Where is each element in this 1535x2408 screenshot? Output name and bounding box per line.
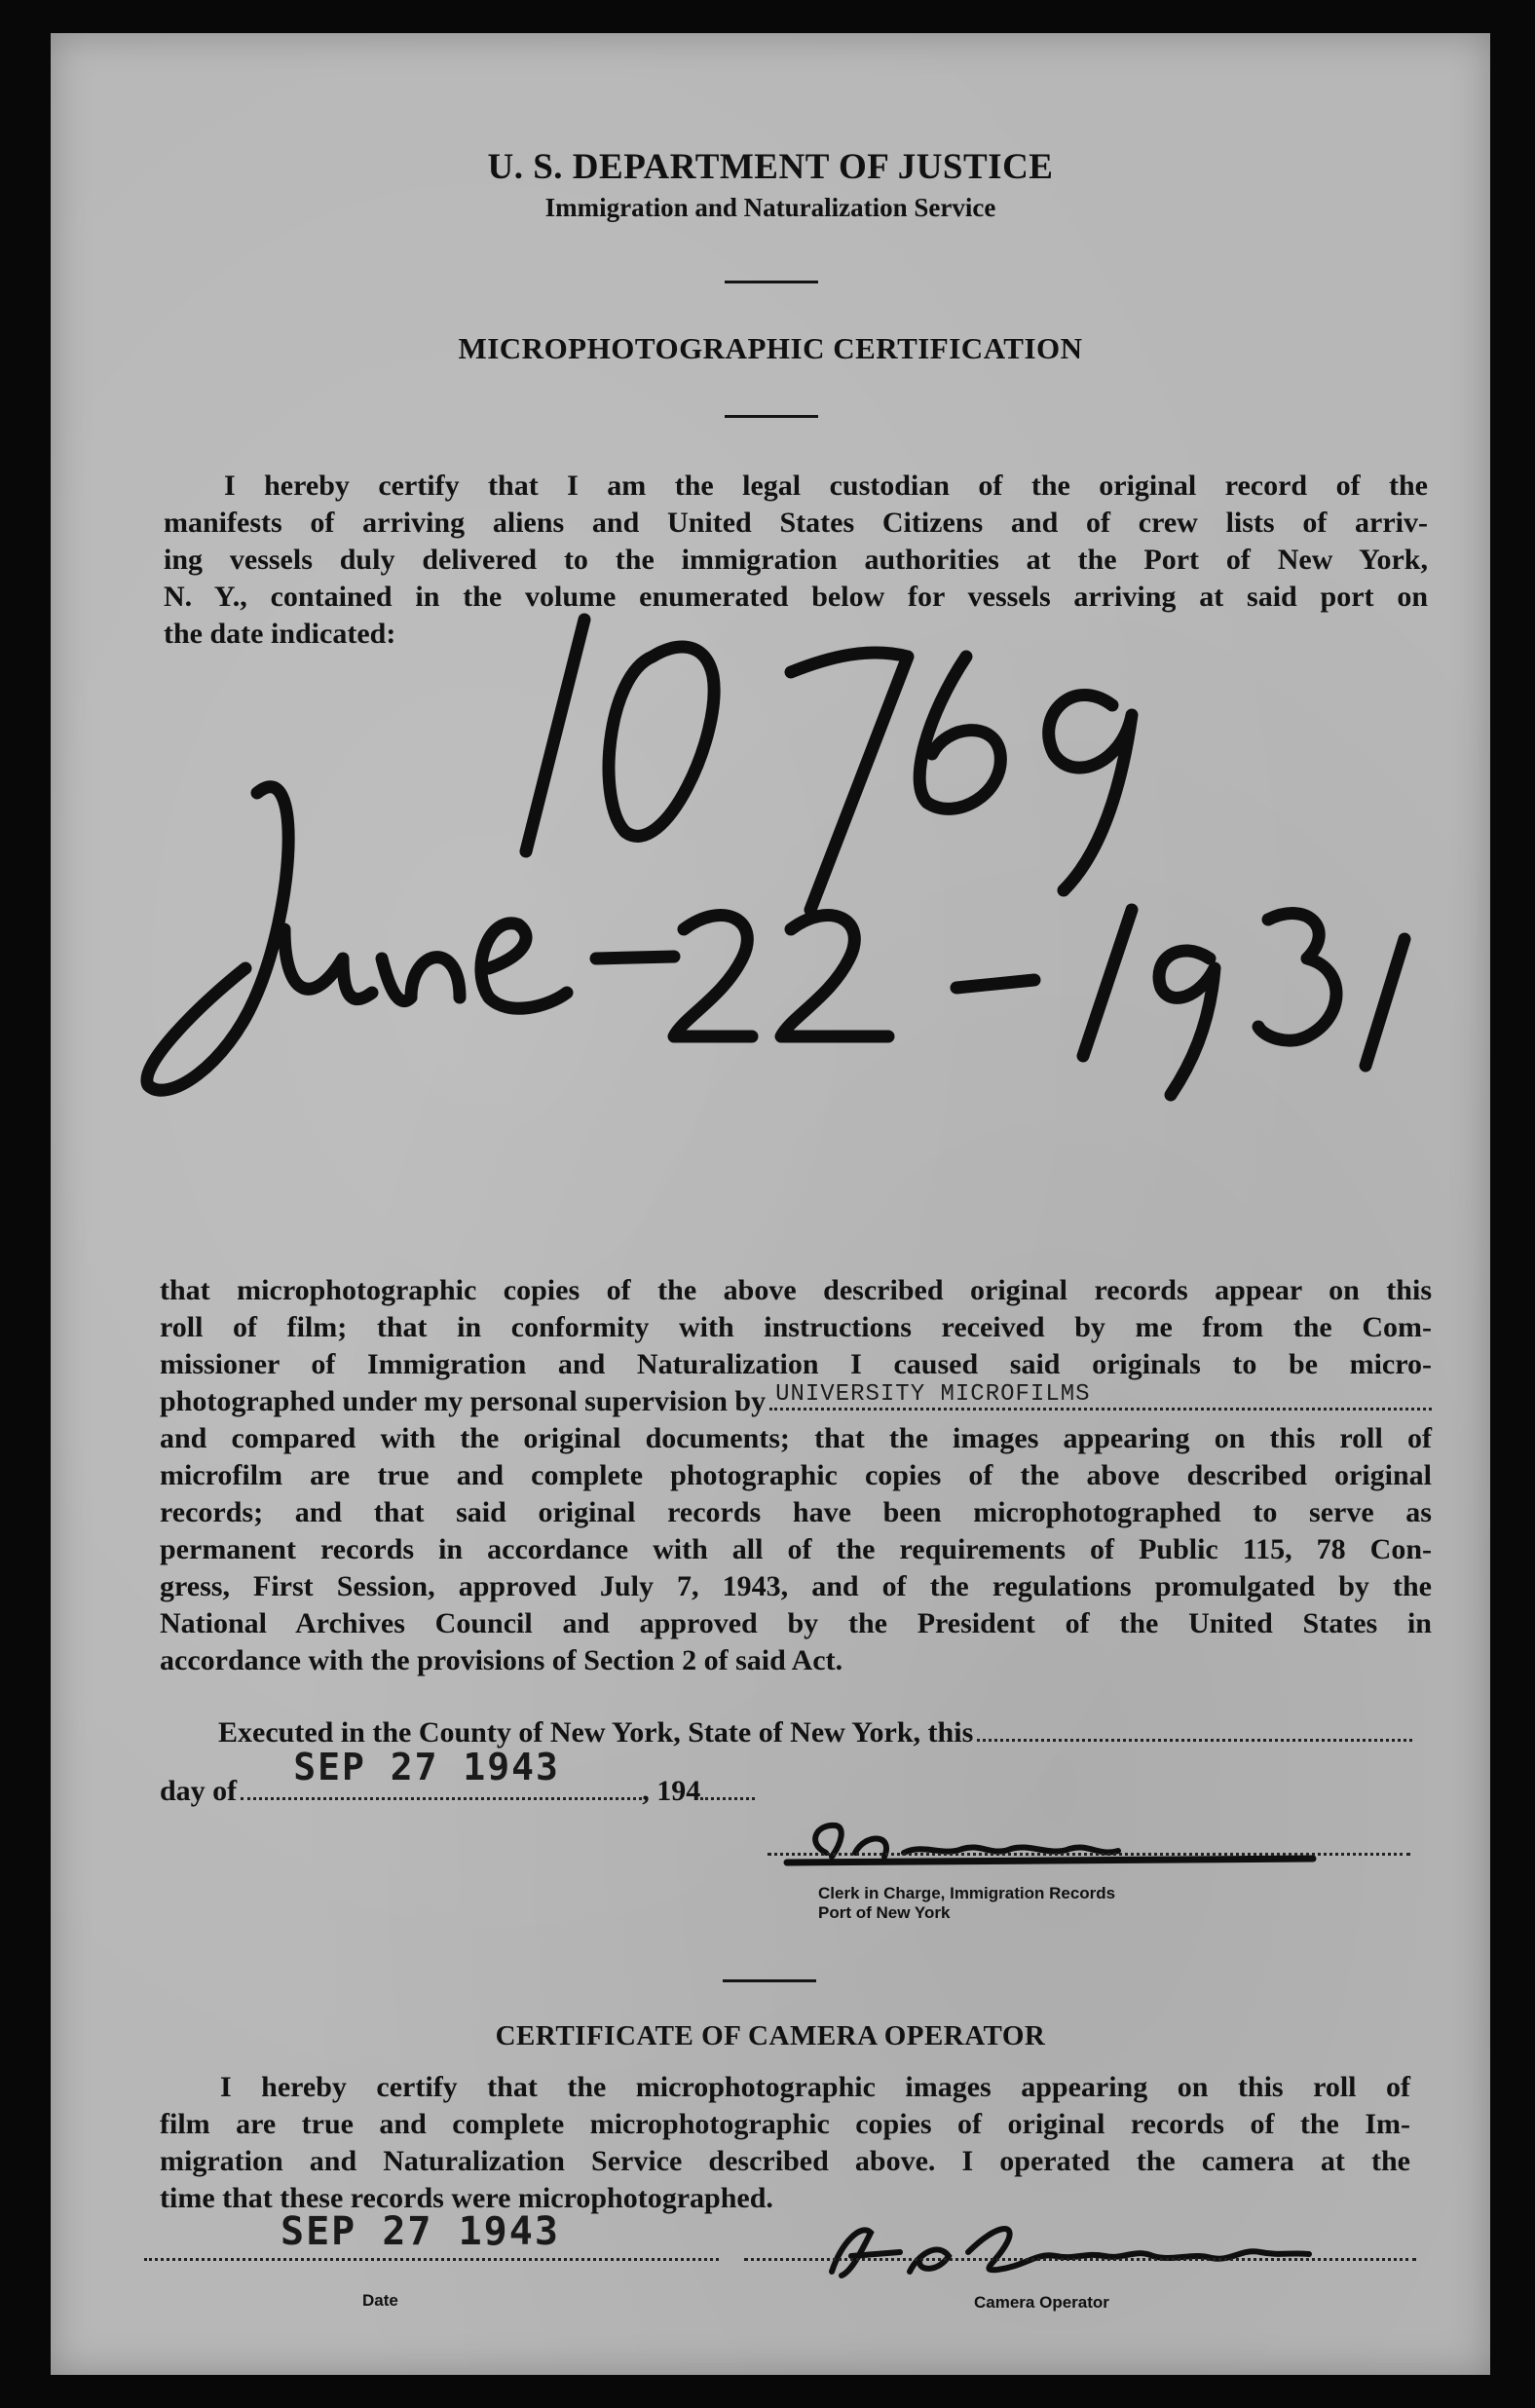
handwritten-volume-digit <box>609 647 714 836</box>
certification-paragraph <box>160 1272 1432 1679</box>
day-of-field <box>241 1746 642 1800</box>
intro-line: ing vessels duly delivered to the immigration authorities at the Port of New York, <box>164 544 1428 576</box>
handwritten-volume-digit <box>919 657 1000 809</box>
handwritten-date-glyph <box>1159 951 1215 1095</box>
handwritten-date-glyph <box>1366 939 1404 1066</box>
date-label: Date <box>362 2291 398 2310</box>
body-line: photographed under my personal supervision by <box>160 1385 767 1417</box>
document-title: MICROPHOTOGRAPHIC CERTIFICATION <box>458 331 1083 365</box>
camera-line: migration and Naturalization Service described above. I operated the camera at the <box>160 2145 1410 2177</box>
executed-day-field <box>977 1715 1412 1742</box>
handwriting-layer <box>51 33 1490 1202</box>
body-line: records; and that said original records have been microphotographed to serve as <box>160 1496 1432 1528</box>
service-subheading: Immigration and Naturalization Service <box>544 193 996 222</box>
handwritten-date-glyph <box>382 958 460 1001</box>
body-line: and compared with the original documents; that the images appearing on this roll of <box>160 1422 1432 1454</box>
handwritten-volume-digit <box>791 653 908 910</box>
clerk-signature-block <box>768 1824 1414 1882</box>
clerk-signature <box>768 1814 1414 1872</box>
handwritten-date-glyph <box>1083 910 1132 1056</box>
clerk-title: Clerk in Charge, Immigration Records <box>818 1884 1116 1902</box>
day-of-line <box>160 1746 861 1810</box>
handwritten-date-glyph <box>596 957 674 959</box>
camera-heading: CERTIFICATE OF CAMERA OPERATOR <box>495 2020 1046 2051</box>
year-field <box>700 1774 755 1800</box>
handwritten-date-glyph <box>1258 914 1336 1041</box>
body-line: accordance with the provisions of Section 2 of said Act. <box>160 1644 843 1676</box>
body-line: gress, First Session, approved July 7, 1943, and of the regulations promulgated by the <box>160 1570 1432 1602</box>
clerk-signature-line <box>768 1851 1410 1856</box>
operator-signature <box>744 2213 1416 2281</box>
handwritten-volume-digit <box>526 620 584 851</box>
camera-date-field <box>144 2209 719 2281</box>
department-heading: U. S. DEPARTMENT OF JUSTICE <box>487 147 1054 187</box>
clerk-port: Port of New York <box>818 1903 951 1922</box>
handwritten-date-glyph <box>284 929 372 999</box>
body-line: National Archives Council and approved by the President of the United States in <box>160 1607 1432 1639</box>
handwritten-date-glyph <box>956 980 1034 988</box>
camera-divider <box>723 1979 816 1982</box>
handwritten-date-glyph <box>781 916 888 1036</box>
year-prefix: , 194 <box>642 1775 701 1807</box>
handwritten-date-glyph <box>147 787 288 1090</box>
handwritten-date-glyph <box>481 923 567 1008</box>
intro-line: I hereby certify that I am the legal custodian of the original record of the <box>224 470 1428 502</box>
body-line: missioner of Immigration and Naturalization I caused said originals to be micro- <box>160 1348 1432 1380</box>
body-line: roll of film; that in conformity with instructions received by me from the Com- <box>160 1311 1432 1343</box>
filmed-by-field <box>769 1381 1432 1411</box>
body-line-filmed-by <box>160 1383 1432 1420</box>
operator-signature-line <box>744 2256 1416 2261</box>
date-stamp: SEP 27 1943 <box>293 1746 560 1788</box>
executed-text: Executed in the County of New York, State of New York, this <box>218 1716 974 1749</box>
camera-paragraph <box>160 2069 1410 2217</box>
intro-line: manifests of arriving aliens and United States Citizens and of crew lists of arriv- <box>164 507 1428 539</box>
camera-line: I hereby certify that the microphotographic images appearing on this roll of <box>220 2071 1410 2103</box>
camera-line: film are true and complete microphotographic copies of original records of the Im- <box>160 2108 1410 2140</box>
certificate-sheet <box>51 33 1490 2375</box>
camera-operator-label: Camera Operator <box>974 2293 1109 2312</box>
intro-line: the date indicated: <box>164 618 396 650</box>
body-line: that microphotographic copies of the above described original records appear on this <box>160 1274 1432 1306</box>
operator-signature-block <box>744 2213 1416 2281</box>
handwritten-date-glyph <box>674 916 752 1036</box>
camera-line: time that these records were microphotographed. <box>160 2182 773 2214</box>
day-of-label: day of <box>160 1775 238 1807</box>
handwritten-volume-digit <box>1049 696 1132 890</box>
filmed-by-value: UNIVERSITY MICROFILMS <box>775 1381 1091 1408</box>
camera-date-stamp: SEP 27 1943 <box>281 2209 560 2254</box>
body-line: permanent records in accordance with all of the requirements of Public 115, 78 Con- <box>160 1533 1432 1565</box>
intro-line: N. Y., contained in the volume enumerated below for vessels arriving at said port on <box>164 581 1428 613</box>
body-line: microfilm are true and complete photographic copies of the above described original <box>160 1459 1432 1491</box>
